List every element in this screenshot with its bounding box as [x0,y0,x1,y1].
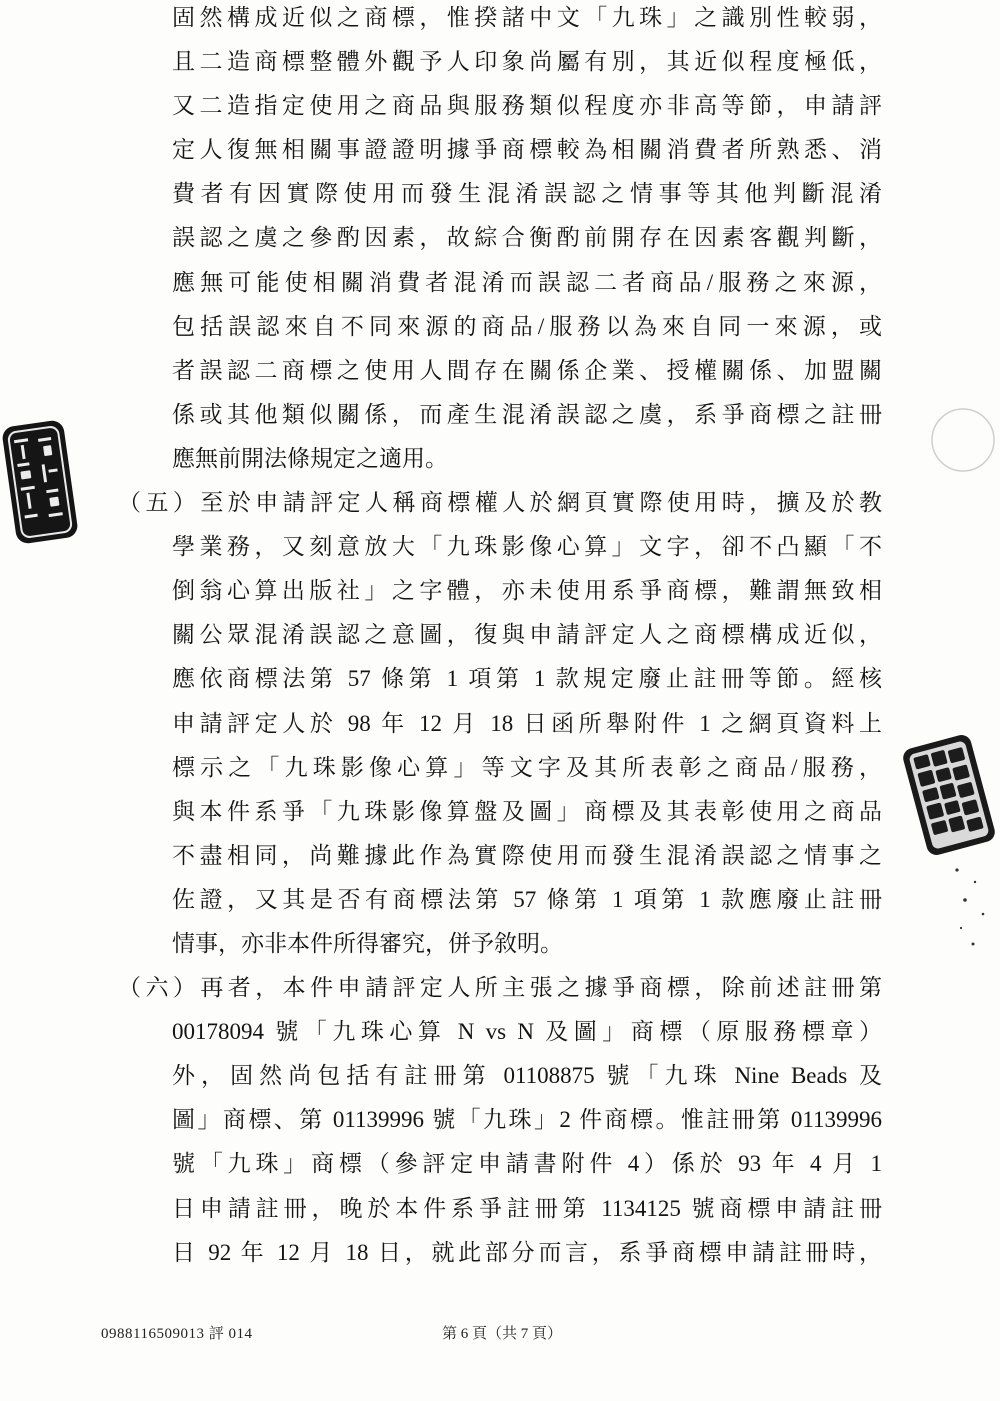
page-number: 第 6 頁（共 7 頁） [441,1326,562,1342]
text-line: 倒翁心算出版社」之字體，亦未使用系爭商標，難謂無致相 [172,578,882,604]
text-line: 外，固然尚包括有註冊第 01108875 號「九珠 Nine Beads 及 [172,1063,882,1089]
text-line: 又二造指定使用之商品與服務類似程度亦非高等節，申請評 [172,93,882,119]
text-line: 係或其他類似關係，而產生混淆誤認之虞，系爭商標之註冊 [172,401,882,427]
text-line: 日 92 年 12 月 18 日，就此部分而言，系爭商標申請註冊時， [172,1239,882,1265]
text-line: 費者有因實際使用而發生混淆誤認之情事等其他判斷混淆 [172,181,882,207]
paragraph-continued [172,0,882,481]
paragraph-heading-line: （五）至於申請評定人稱商標權人於網頁實際使用時，擴及於教 [118,490,882,516]
seal-stamp-right [900,720,998,870]
paragraph-6 [118,966,882,1275]
text-line: 應無前開法條規定之適用。 [172,445,448,471]
paragraph-heading-line: （六）再者，本件申請評定人所主張之據爭商標，除前述註冊第 [118,975,882,1001]
body-text [118,0,882,1275]
seal-stamp-left [0,415,80,550]
text-line: 00178094 號「九珠心算 N vs N 及圖」商標（原服務標章） [172,1019,882,1045]
text-line: 關公眾混淆誤認之意圖，復與申請評定人之商標構成近似， [172,622,882,648]
text-line: 情事，亦非本件所得審究，併予敘明。 [172,930,563,956]
text-line: 申請評定人於 98 年 12 月 18 日函所舉附件 1 之網頁資料上 [172,710,882,736]
document-number: 0988116509013 評 014 [101,1326,253,1342]
text-line: 應依商標法第 57 條第 1 項第 1 款規定廢止註冊等節。經核 [172,666,882,692]
paragraph-5 [118,481,882,966]
text-line: 誤認之虞之參酌因素，故綜合衡酌前開存在因素客觀判斷， [172,225,882,251]
text-line: 日申請註冊，晚於本件系爭註冊第 1134125 號商標申請註冊 [172,1195,882,1221]
scan-speckles [945,862,995,962]
text-line: 包括誤認來自不同來源的商品/服務以為來自同一來源，或 [172,313,882,339]
text-line: 標示之「九珠影像心算」等文字及其所表彰之商品/服務， [172,754,882,780]
text-line: 者誤認二商標之使用人間存在關係企業、授權關係、加盟關 [172,357,882,383]
seal-body [1,419,79,544]
text-line: 定人復無相關事證證明據爭商標較為相關消費者所熟悉、消 [172,137,882,163]
text-line: 且二造商標整體外觀予人印象尚屬有別，其近似程度極低， [172,49,882,75]
text-line: 與本件系爭「九珠影像算盤及圖」商標及其表彰使用之商品 [172,798,882,824]
text-line: 佐證，又其是否有商標法第 57 條第 1 項第 1 款應廢止註冊 [172,886,882,912]
text-line: 圖」商標、第 01139996 號「九珠」2 件商標。惟註冊第 01139996 [172,1107,882,1133]
text-line: 應無可能使相關消費者混淆而誤認二者商品/服務之來源， [172,269,882,295]
punch-hole [928,405,998,475]
text-line: 固然構成近似之商標，惟揆諸中文「九珠」之識別性較弱， [172,5,882,30]
seal-body [901,733,997,857]
text-line: 不盡相同，尚難據此作為實際使用而發生混淆誤認之情事之 [172,842,882,868]
text-line: 號「九珠」商標（參評定申請書附件 4）係於 93 年 4 月 1 [172,1151,882,1177]
text-line: 學業務，又刻意放大「九珠影像心算」文字，卻不凸顯「不 [172,534,882,560]
